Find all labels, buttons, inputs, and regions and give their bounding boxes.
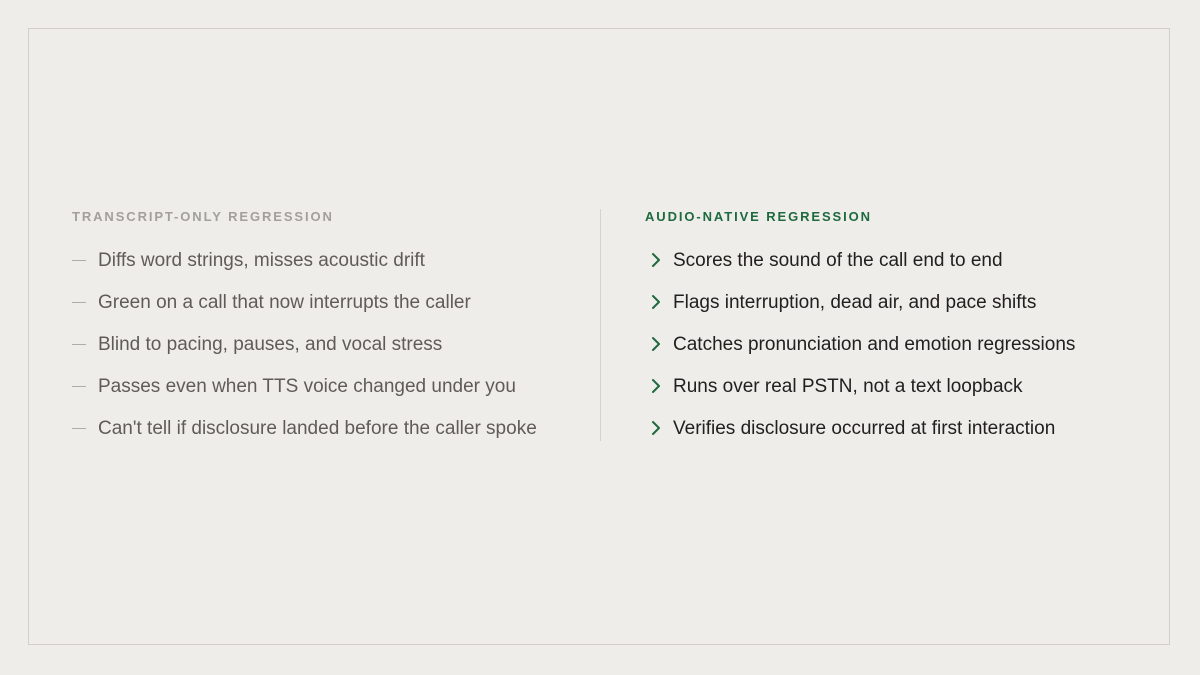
list-item [645,416,1145,442]
chevron-right-icon [651,420,661,436]
list-item [645,374,1145,400]
chevron-right-icon [651,378,661,394]
chevron-right-icon [651,294,661,310]
list-item-text: Green on a call that now interrupts the caller [98,292,471,313]
list-item [645,248,1145,274]
list-item-text: Runs over real PSTN, not a text loopback [673,376,1023,397]
list-item [72,374,552,400]
list-item-text: Diffs word strings, misses acoustic drift [98,250,425,271]
column-divider [600,209,601,441]
list-item [72,248,552,274]
dash-icon [72,260,86,261]
list-item-text: Scores the sound of the call end to end [673,250,1003,271]
list-item [72,332,552,358]
audio-native-heading: AUDIO-NATIVE REGRESSION [645,209,872,224]
list-item-text: Passes even when TTS voice changed under you [98,376,516,397]
list-item-text: Can't tell if disclosure landed before the caller spoke [98,418,537,439]
list-item-text: Blind to pacing, pauses, and vocal stress [98,334,443,355]
dash-icon [72,344,86,345]
chevron-right-icon [651,252,661,268]
dash-icon [72,428,86,429]
dash-icon [72,302,86,303]
list-item-text: Catches pronunciation and emotion regressions [673,334,1076,355]
list-item [645,332,1145,358]
list-item [645,290,1145,316]
chevron-right-icon [651,336,661,352]
audio-native-column [645,209,1145,458]
transcript-only-heading: TRANSCRIPT-ONLY REGRESSION [72,209,334,224]
list-item [72,290,552,316]
dash-icon [72,386,86,387]
list-item [72,416,552,442]
list-item-text: Flags interruption, dead air, and pace shifts [673,292,1037,313]
list-item-text: Verifies disclosure occurred at first interaction [673,418,1056,439]
audio-native-list [645,248,1145,442]
transcript-only-column [72,209,552,458]
transcript-only-list [72,248,552,442]
